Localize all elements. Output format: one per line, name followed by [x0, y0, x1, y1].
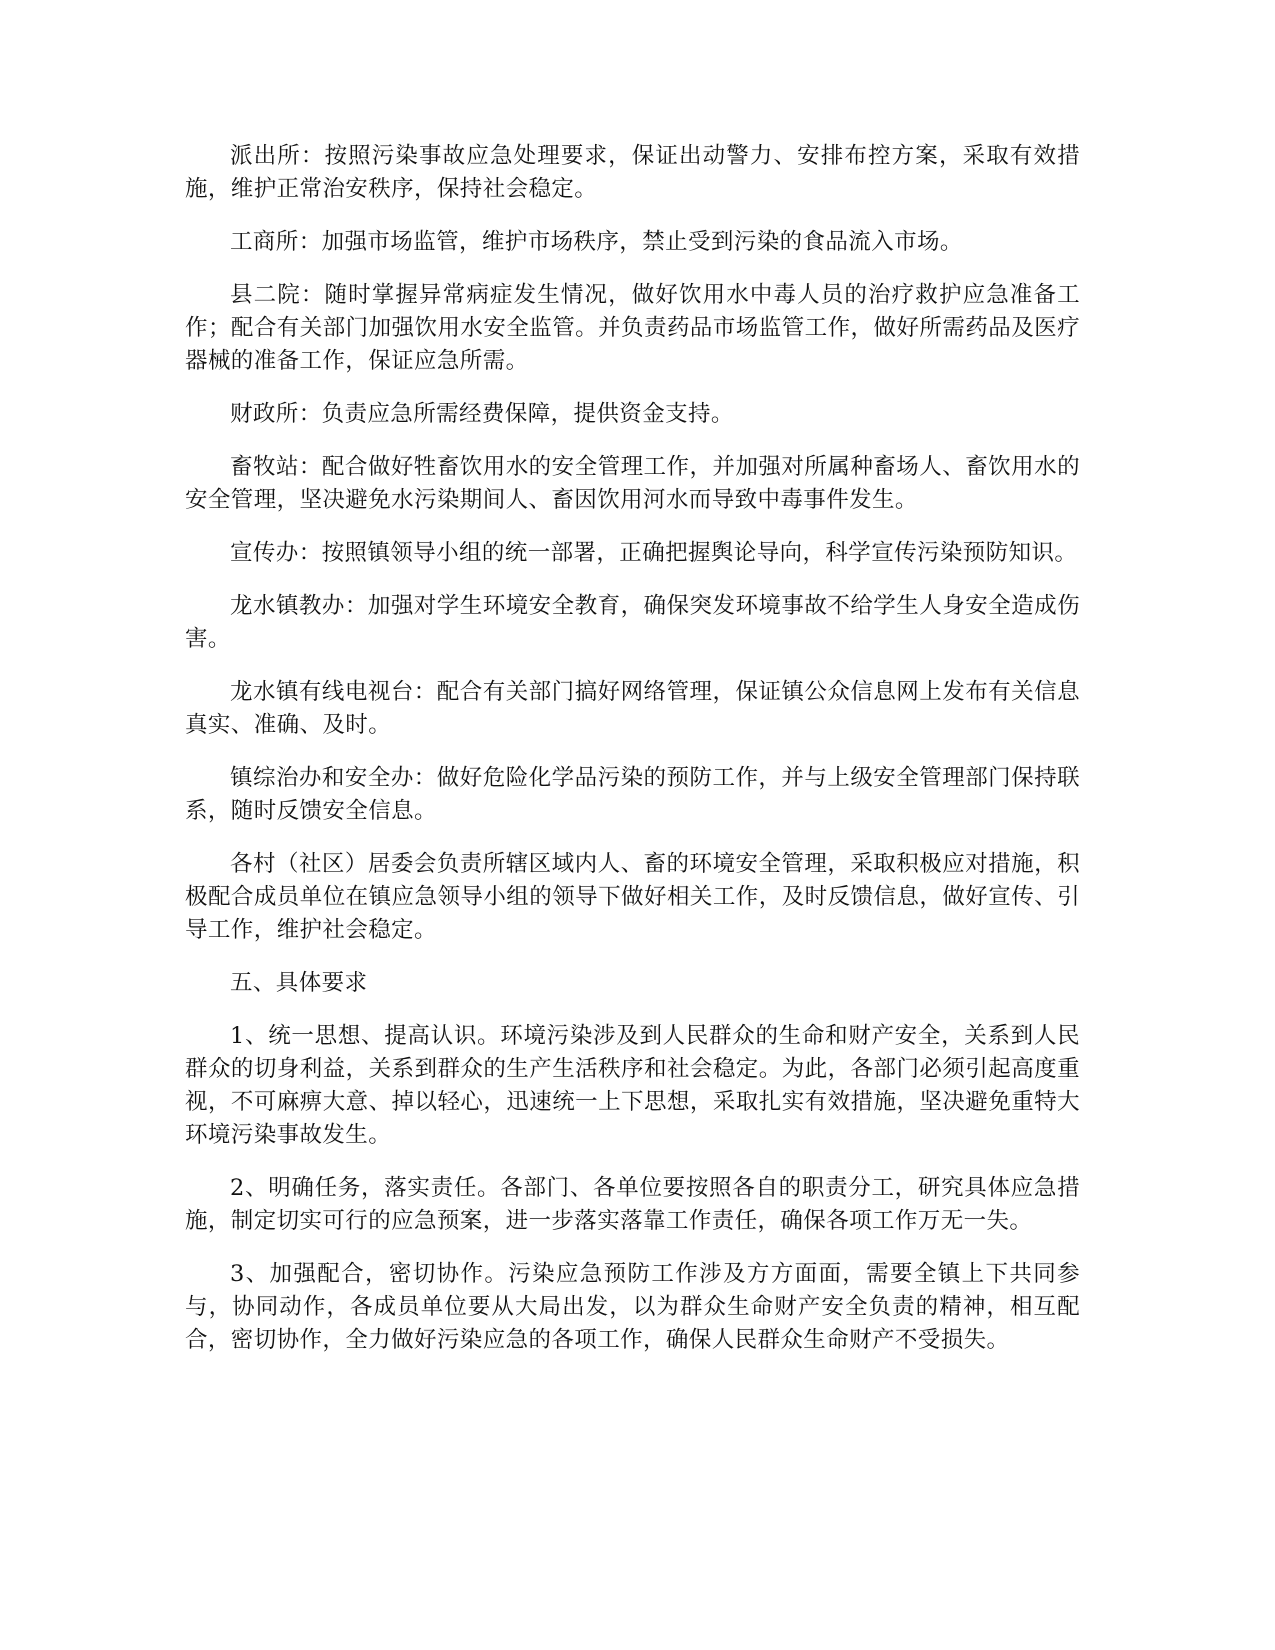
paragraph-publicity-office: 宣传办：按照镇领导小组的统一部署，正确把握舆论导向，科学宣传污染预防知识。 [230, 540, 1078, 566]
paragraph-county-hospital: 县二院：随时掌握异常病症发生情况，做好饮用水中毒人员的治疗救护应急准备工作；配合有关部门加强饮用水安全监管。并负责药品市场监管工作，做好所需药品及医疗器械的准备工作，保证应急所需。 [185, 282, 1080, 374]
paragraph-requirement-3: 3、加强配合，密切协作。污染应急预防工作涉及方方面面，需要全镇上下共同参与，协同动作，各成员单位要从大局出发，以为群众生命财产安全负责的精神，相互配合，密切协作，全力做好污染应急的各项工作，确保人民群众生命财产不受损失。 [185, 1261, 1080, 1353]
paragraph-education-office: 龙水镇教办：加强对学生环境安全教育，确保突发环境事故不给学生人身安全造成伤害。 [185, 593, 1080, 652]
document-page [185, 140, 1080, 1377]
paragraph-finance-office: 财政所：负责应急所需经费保障，提供资金支持。 [230, 401, 734, 427]
paragraph-livestock-station: 畜牧站：配合做好牲畜饮用水的安全管理工作，并加强对所属种畜场人、畜饮用水的安全管理，坚决避免水污染期间人、畜因饮用河水而导致中毒事件发生。 [185, 454, 1080, 513]
paragraph-safety-office: 镇综治办和安全办：做好危险化学品污染的预防工作，并与上级安全管理部门保持联系，随时反馈安全信息。 [185, 765, 1080, 824]
paragraph-requirement-2: 2、明确任务，落实责任。各部门、各单位要按照各自的职责分工，研究具体应急措施，制定切实可行的应急预案，进一步落实落靠工作责任，确保各项工作万无一失。 [185, 1175, 1080, 1234]
section-heading-requirements: 五、具体要求 [230, 970, 368, 996]
paragraph-requirement-1: 1、统一思想、提高认识。环境污染涉及到人民群众的生命和财产安全，关系到人民群众的切身利益，关系到群众的生产生活秩序和社会稳定。为此，各部门必须引起高度重视，不可麻痹大意、掉以轻心，迅速统一上下思想，采取扎实有效措施，坚决避免重特大环境污染事故发生。 [185, 1023, 1080, 1148]
paragraph-police-station: 派出所：按照污染事故应急处理要求，保证出动警力、安排布控方案，采取有效措施，维护正常治安秩序，保持社会稳定。 [185, 143, 1080, 202]
paragraph-village-committees: 各村（社区）居委会负责所辖区域内人、畜的环境安全管理，采取积极应对措施，积极配合成员单位在镇应急领导小组的领导下做好相关工作，及时反馈信息，做好宣传、引导工作，维护社会稳定。 [185, 851, 1080, 943]
paragraph-cable-tv: 龙水镇有线电视台：配合有关部门搞好网络管理，保证镇公众信息网上发布有关信息真实、准确、及时。 [185, 679, 1080, 738]
paragraph-industry-commerce: 工商所：加强市场监管，维护市场秩序，禁止受到污染的食品流入市场。 [230, 229, 963, 255]
